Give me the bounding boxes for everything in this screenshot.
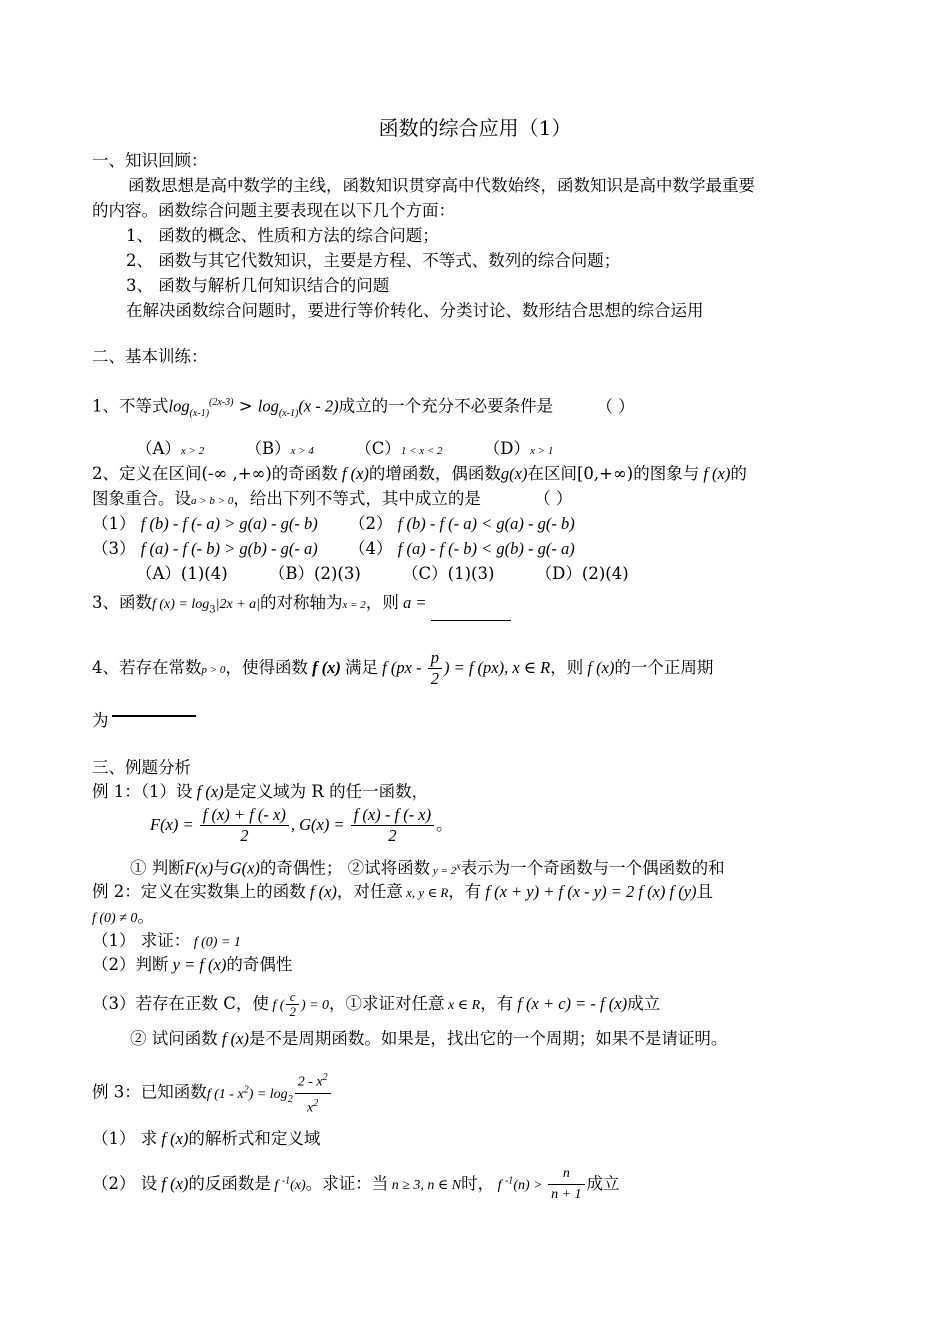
question-2-inequalities-3-4: （3） f (a) - f (- b) > g(b) - g(- a) （4） f (a) - f (- b) < g(b) - g(- a)	[92, 539, 575, 558]
question-4-continued: 为	[92, 711, 109, 730]
question-1-options: （A）x > 2 （B）x > 4 （C）1 < x < 2 （D）x > 1	[136, 439, 554, 458]
paragraph-1a: 函数思想是高中数学的主线，函数知识贯穿高中代数始终，函数知识是高中数学最重要	[128, 176, 755, 195]
question-4: 4、若存在常数p > 0，使得函数 f (x) 满足 f (px - $\frac{p}{2}$ ) = f (px), x ∈ R，则 f (x)的一个正周期	[92, 648, 714, 688]
example-2-part-2: （2）判断 y = f (x)的奇偶性	[92, 955, 293, 974]
example-1-formulas: F(x) = $\frac{f (x) + f (- x)}{2}$ , G(x) = $\frac{f (x) - f (- x)}{2}$ 。	[150, 805, 453, 845]
paragraph-2: 在解决函数综合问题时，要进行等价转化、分类讨论、数形结合思想的综合运用	[126, 301, 704, 320]
example-3-line-1: 例 3：已知函数f $(1 - x^2) = \log_2$ $\frac{2 - x^2}{x^2}$	[92, 1068, 333, 1118]
question-2-line-1: 2、定义在区间(-∞ ,+∞)的奇函数 f (x)的增函数，偶函数g(x)在区间[0,+∞)的图象与 f (x)的	[92, 464, 747, 483]
example-3-part-2: （2） 设 f (x)的反函数是 f $^{-1}$(x)。求证：当 n ≥ 3, n ∈ N时， f $^{-1}$(n) > $\frac{n}{n + 1}$ 成立	[92, 1166, 620, 1202]
example-2-part-3b: ② 试问函数 f (x)是不是周期函数。如果是，找出它的一个周期；如果不是请证明。	[130, 1029, 728, 1048]
example-1-line-3: ① 判断F(x)与G(x)的奇偶性； ②试将函数 y = 2x表示为一个奇函数与一个偶函数的和	[130, 858, 725, 878]
example-1-line-1: 例 1：（1）设 f (x)是定义域为 R 的任一函数，	[92, 782, 429, 801]
example-2-part-3: （3）若存在正数 C，使 f ( $\frac{c}{2}$ ) = 0，①求证对任意 x ∈ R，有 f (x + c) = - f (x)成立	[92, 989, 661, 1019]
example-2-part-1: （1） 求证： f (0) = 1	[92, 931, 241, 950]
question-2-options: （A）(1)(4) （B）(2)(3) （C）(1)(3) （D）(2)(4)	[136, 564, 629, 583]
question-1: 1、不等式$\log_{(x-1)}^{(2x-3)} > \log_{(x-1)}(x - 2)$成立的一个充分不必要条件是 （ ）	[92, 396, 635, 419]
question-3: 3、函数f $(x) = \log_3|2x + a|$的对称轴为x = 2，则 a =	[92, 592, 511, 621]
list-item: 1、 函数的概念、性质和方法的综合问题；	[126, 226, 439, 245]
answer-blank[interactable]	[431, 604, 511, 621]
answer-blank[interactable]	[112, 715, 196, 717]
list-item: 3、 函数与解析几何知识结合的问题	[126, 276, 390, 295]
example-2-line-1: 例 2：定义在实数集上的函数 f (x)，对任意 x, y ∈ R，有 f (x + y) + f (x - y) = 2 f (x) f (y)且	[92, 882, 714, 901]
page-title: 函数的综合应用（1）	[378, 116, 572, 140]
list-item: 2、 函数与其它代数知识，主要是方程、不等式、数列的综合问题；	[126, 251, 621, 270]
example-3-part-1: （1） 求 f (x)的解析式和定义域	[92, 1129, 321, 1148]
section-1-heading: 一、知识回顾：	[92, 151, 208, 170]
section-2-heading: 二、基本训练：	[92, 347, 208, 366]
section-3-heading: 三、例题分析	[92, 758, 191, 777]
paragraph-1b: 的内容。函数综合问题主要表现在以下几个方面：	[92, 201, 455, 220]
question-2-line-2: 图象重合。设a > b > 0，给出下列不等式，其中成立的是 （ ）	[92, 489, 573, 508]
example-2-line-2: f (0) ≠ 0。	[92, 907, 154, 926]
question-2-inequalities-1-2: （1） f (b) - f (- a) > g(a) - g(- b) （2） f (b) - f (- a) < g(a) - g(- b)	[92, 514, 575, 533]
